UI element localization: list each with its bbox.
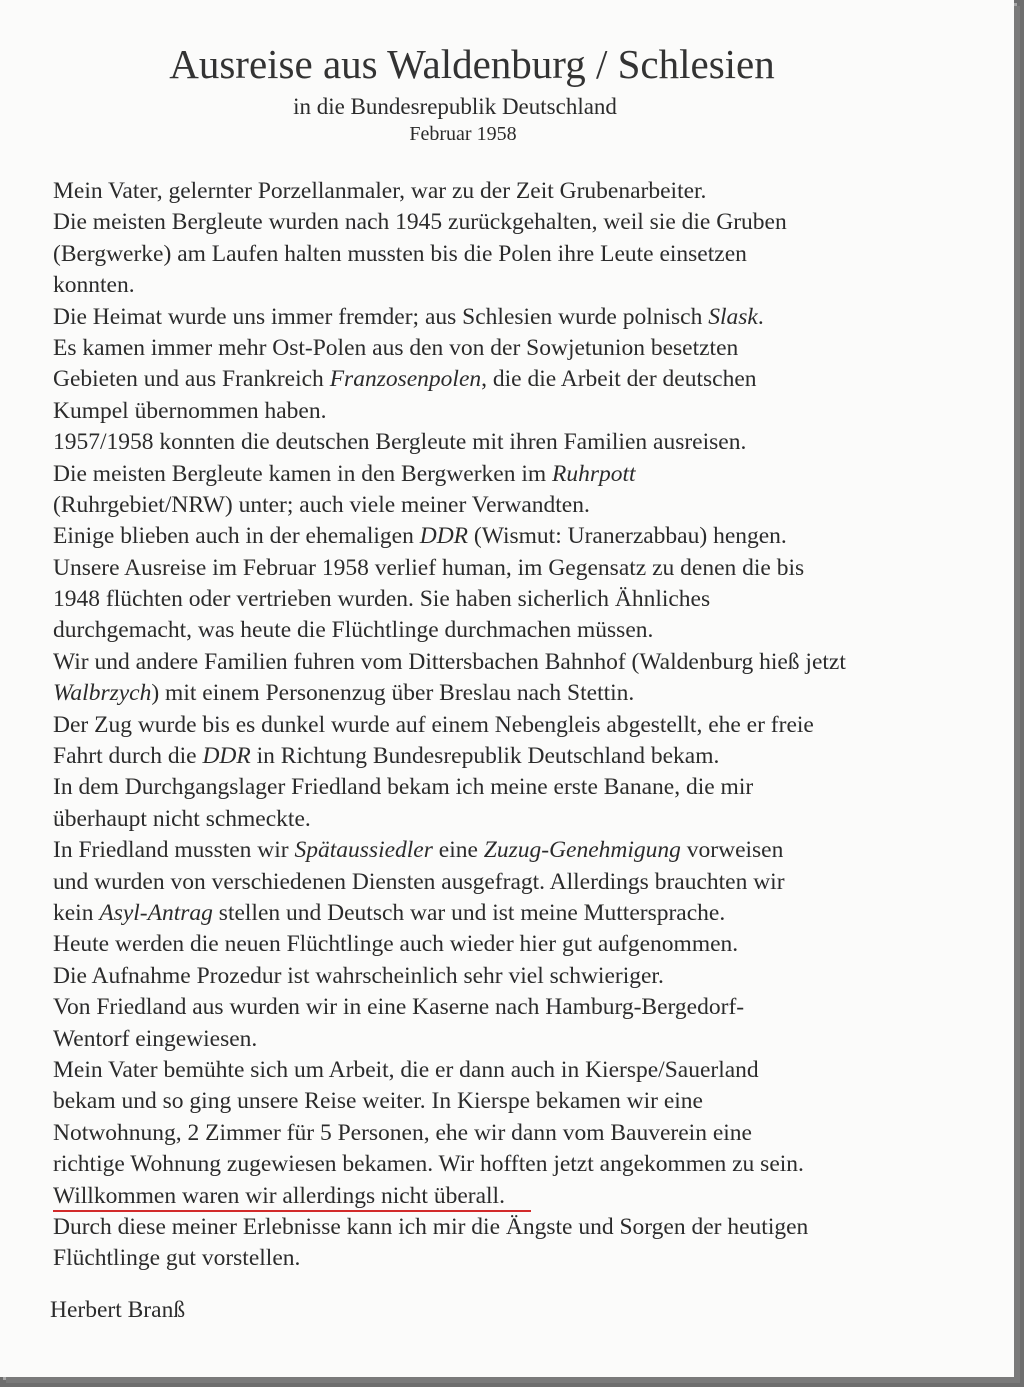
text-line	[53, 207, 993, 238]
text-segment: bekam und so ging unsere Reise weiter. In Kierspe bekamen wir eine	[53, 1088, 703, 1115]
italic-term: Walbrzych	[53, 680, 152, 707]
text-segment: eine	[432, 837, 484, 864]
italic-term: DDR	[419, 523, 469, 550]
text-segment: Von Friedland aus wurden wir in eine Kaserne nach Hamburg-Bergedorf-	[53, 994, 745, 1021]
text-line	[53, 1149, 993, 1180]
text-segment: und wurden von verschiedenen Diensten ausgefragt. Allerdings brauchten wir	[53, 868, 785, 895]
text-segment: Heute werden die neuen Flüchtlinge auch wieder hier gut aufgenommen.	[53, 931, 739, 958]
italic-term: Franzosenpolen	[329, 366, 482, 393]
text-line	[53, 176, 993, 207]
text-segment: Die meisten Bergleute kamen in den Bergwerken im	[53, 460, 553, 487]
italic-term: Zuzug-Genehmigung	[483, 837, 681, 864]
text-segment: ) mit einem Personenzug über Breslau nach Stettin.	[151, 680, 635, 707]
text-segment: Durch diese meiner Erlebnisse kann ich mir die Ängste und Sorgen der heutigen	[53, 1213, 809, 1240]
text-segment: (Bergwerke) am Laufen halten mussten bis die Polen ihre Leute einsetzen	[53, 240, 747, 267]
text-line	[53, 1055, 993, 1086]
text-segment: kein	[53, 899, 100, 926]
italic-term: Spätaussiedler	[294, 837, 433, 864]
text-segment: Gebieten und aus Frankreich	[53, 366, 330, 393]
text-segment: 1957/1958 konnten die deutschen Bergleute mit ihren Familien ausreisen.	[53, 429, 747, 456]
text-segment: vorweisen	[680, 837, 784, 864]
text-segment: Mein Vater, gelernter Porzellanmaler, war zu der Zeit Grubenarbeiter.	[53, 178, 707, 204]
text-segment: richtige Wohnung zugewiesen bekamen. Wir hofften jetzt angekommen zu sein.	[53, 1151, 804, 1178]
text-line	[53, 364, 993, 395]
italic-term: Ruhrpott	[552, 460, 636, 487]
text-segment: Unsere Ausreise im Februar 1958 verlief human, im Gegensatz zu denen die bis	[53, 554, 805, 581]
text-segment: Die Heimat wurde uns immer fremder; aus Schlesien wurde polnisch	[53, 303, 709, 330]
text-line	[53, 584, 993, 615]
text-line	[53, 678, 993, 709]
italic-term: Asyl-Antrag	[99, 899, 213, 926]
text-segment: durchgemacht, was heute die Flüchtlinge durchmachen müssen.	[53, 617, 654, 644]
text-segment: , die die Arbeit der deutschen	[481, 366, 757, 393]
text-segment: konnten.	[53, 272, 135, 299]
text-line	[53, 804, 993, 835]
text-segment: stellen und Deutsch war und ist meine Muttersprache.	[212, 899, 726, 926]
document-title: Ausreise aus Waldenburg / Schlesien	[169, 41, 775, 87]
text-line	[53, 1212, 993, 1243]
underlined-sentence	[53, 1183, 531, 1212]
text-segment: (Ruhrgebiet/NRW) unter; auch viele meiner Verwandten.	[53, 491, 590, 518]
text-line	[53, 1024, 993, 1055]
text-segment: überhaupt nicht schmeckte.	[53, 805, 311, 832]
text-segment: Es kamen immer mehr Ost-Polen aus den von der Sowjetunion besetzten	[53, 334, 739, 361]
text-line	[53, 490, 993, 521]
text-segment: (Wismut: Uranerzabbau) hengen.	[468, 523, 787, 550]
text-line	[53, 898, 993, 929]
document-body	[53, 176, 993, 1275]
text-line	[53, 459, 993, 490]
text-line	[53, 427, 993, 458]
text-line	[53, 1118, 993, 1149]
text-segment: In Friedland mussten wir	[53, 837, 295, 864]
text-line	[53, 992, 993, 1023]
text-segment: Wir und andere Familien fuhren vom Dittersbachen Bahnhof (Waldenburg hieß jetzt	[53, 648, 846, 675]
text-segment: Kumpel übernommen haben.	[53, 397, 327, 424]
text-line	[53, 772, 993, 803]
text-line	[53, 270, 993, 301]
text-line	[53, 1086, 993, 1117]
italic-term: DDR	[202, 743, 251, 770]
text-segment: Der Zug wurde bis es dunkel wurde auf einem Nebengleis abgestellt, ehe er freie	[53, 711, 814, 738]
text-segment: Einige blieben auch in der ehemaligen	[53, 523, 420, 550]
italic-term: Slask	[708, 303, 758, 330]
text-segment: Fahrt durch die	[53, 743, 203, 770]
text-segment: Wentorf eingewiesen.	[53, 1025, 258, 1052]
text-segment: 1948 flüchten oder vertrieben wurden. Sie haben sicherlich Ähnliches	[53, 586, 711, 613]
document-date: Februar 1958	[409, 123, 517, 145]
text-segment: Willkommen waren wir allerdings nicht überall.	[53, 1182, 505, 1209]
text-line	[53, 333, 993, 364]
text-line	[53, 647, 993, 678]
text-segment: Die Aufnahme Prozedur ist wahrscheinlich sehr viel schwieriger.	[53, 962, 664, 989]
text-line	[53, 710, 993, 741]
text-line	[53, 929, 993, 960]
text-line	[53, 302, 993, 333]
text-line	[53, 239, 993, 270]
text-line	[53, 396, 993, 427]
text-line	[53, 867, 993, 898]
text-segment: Die meisten Bergleute wurden nach 1945 zurückgehalten, weil sie die Gruben	[53, 209, 787, 236]
text-line	[53, 835, 993, 866]
text-segment: Flüchtlinge gut vorstellen.	[53, 1245, 301, 1272]
text-segment: Notwohnung, 2 Zimmer für 5 Personen, ehe wir dann vom Bauverein eine	[53, 1119, 752, 1146]
text-line	[53, 1181, 993, 1212]
text-line	[53, 741, 993, 772]
text-segment: .	[757, 303, 764, 330]
text-segment: In dem Durchgangslager Friedland bekam ich meine erste Banane, die mir	[53, 774, 754, 801]
text-line	[53, 961, 993, 992]
signature: Herbert Branß	[50, 1297, 186, 1323]
document-subtitle: in die Bundesrepublik Deutschland	[293, 94, 617, 119]
text-line	[53, 1243, 993, 1274]
text-line	[53, 521, 993, 552]
text-segment: in Richtung Bundesrepublik Deutschland bekam.	[250, 743, 720, 770]
text-segment: Mein Vater bemühte sich um Arbeit, die er dann auch in Kierspe/Sauerland	[53, 1056, 759, 1083]
text-line	[53, 615, 993, 646]
text-line	[53, 553, 993, 584]
